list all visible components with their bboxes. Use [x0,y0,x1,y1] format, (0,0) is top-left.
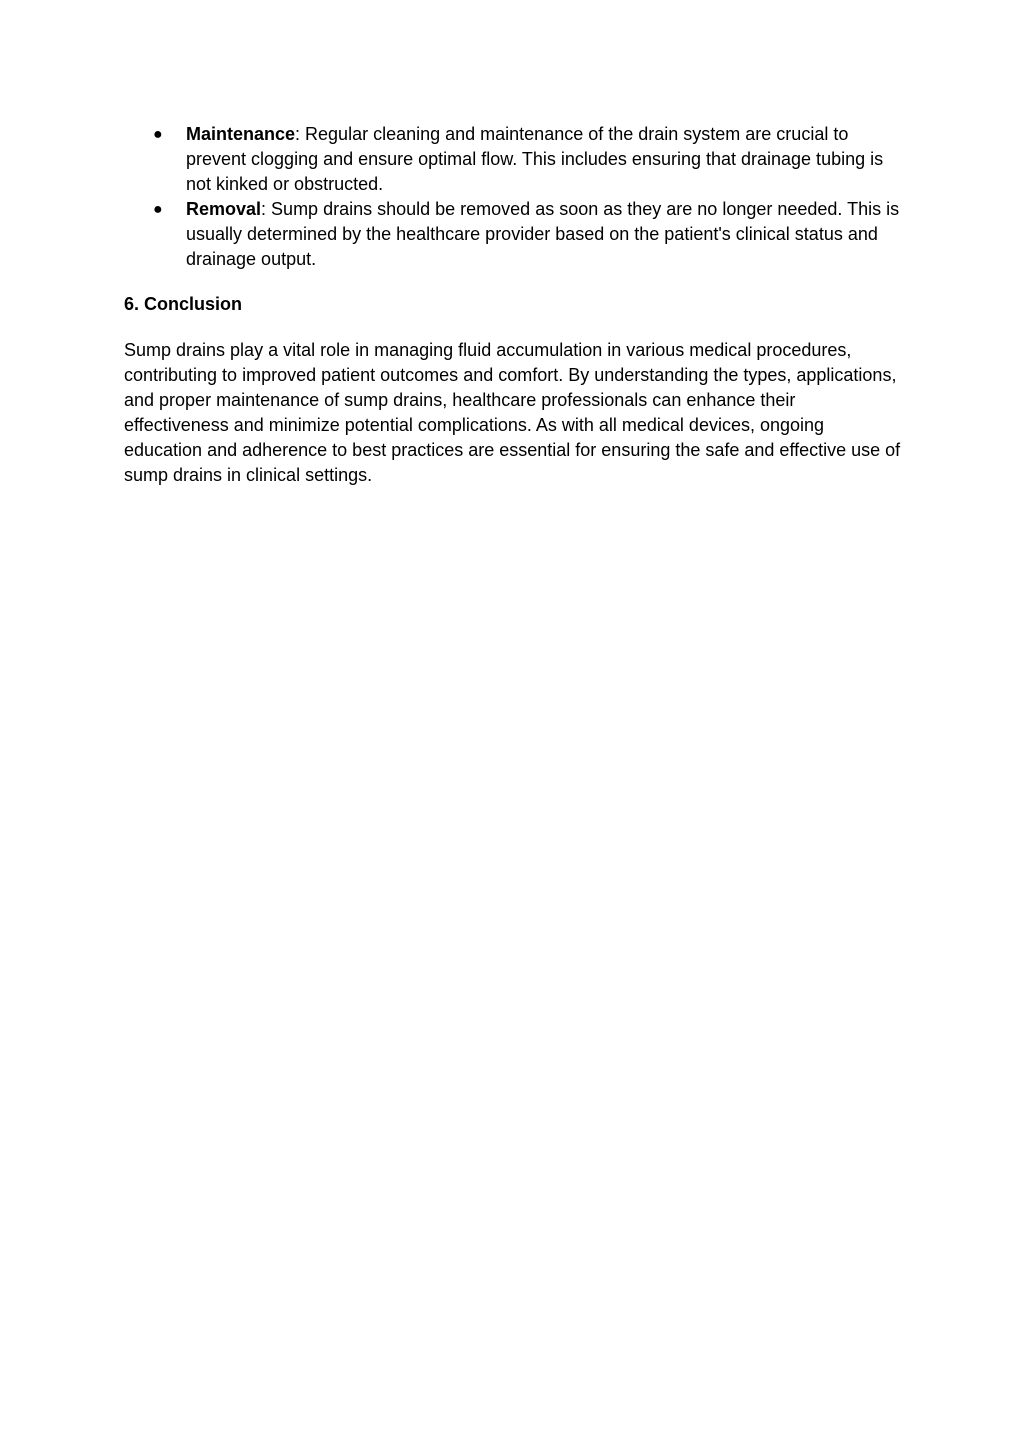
document-page [124,122,904,488]
bullet-text: : Regular cleaning and maintenance of the drain system are crucial to prevent clogging and ensure optimal flow. This includes ensuring that drainage tubing is not kinked or obstructed. [186,124,884,194]
bullet-item-maintenance [124,122,904,197]
bullet-list [124,122,904,272]
bullet-text: : Sump drains should be removed as soon as they are no longer needed. This is usually determined by the healthcare provider based on the patient's clinical status and drainage output. [186,199,900,269]
bullet-dot-icon: ● [153,126,163,143]
conclusion-paragraph: Sump drains play a vital role in managing fluid accumulation in various medical procedures, contributing to improved patient outcomes and comfort. By understanding the types, applications, and proper maintenance of sump drains, healthcare professionals can enhance their effectiveness and minimize potential complications. As with all medical devices, ongoing education and adherence to best practices are essential for ensuring the safe and effective use of sump drains in clinical settings. [124,340,901,485]
bullet-item-removal [124,197,904,272]
bullet-term: Maintenance [186,124,296,144]
bullet-dot-icon: ● [153,201,163,218]
bullet-term: Removal [186,199,262,219]
section-heading-conclusion: 6. Conclusion [124,294,243,314]
